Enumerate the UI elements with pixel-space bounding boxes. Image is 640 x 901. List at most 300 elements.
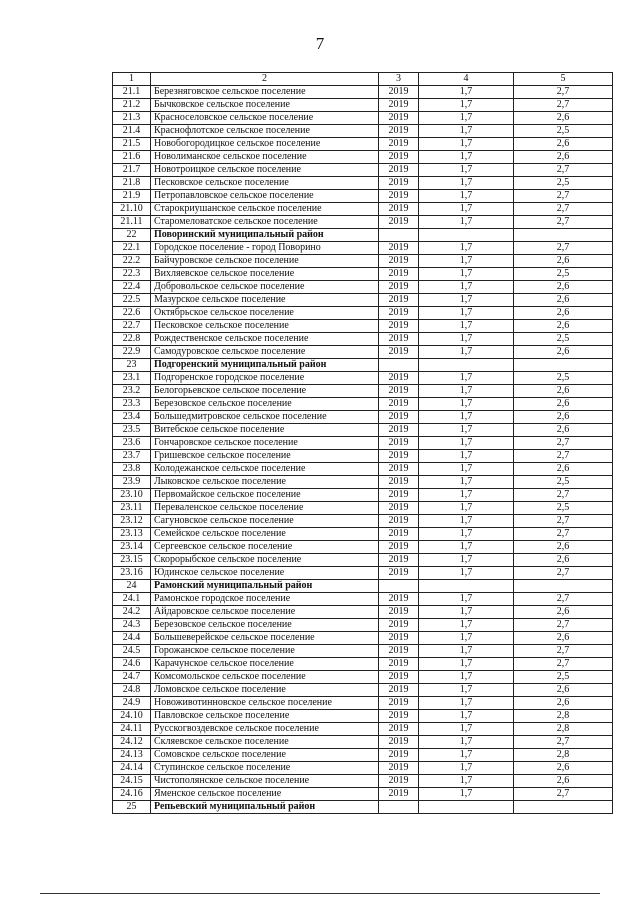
table-row xyxy=(113,385,613,398)
row-number-cell: 23.12 xyxy=(113,515,151,528)
table-row xyxy=(113,671,613,684)
value-a-cell: 1,7 xyxy=(419,138,514,151)
table-row xyxy=(113,216,613,229)
year-cell: 2019 xyxy=(379,788,419,801)
row-number-cell: 21.5 xyxy=(113,138,151,151)
row-number-cell: 24.12 xyxy=(113,736,151,749)
value-b-cell: 2,6 xyxy=(514,151,613,164)
settlement-name-cell: Песковское сельское поселение xyxy=(151,320,379,333)
row-number-cell: 23.11 xyxy=(113,502,151,515)
value-a-cell: 1,7 xyxy=(419,216,514,229)
table-row xyxy=(113,788,613,801)
year-cell: 2019 xyxy=(379,86,419,99)
table-row xyxy=(113,255,613,268)
settlement-name-cell: Новотроицкое сельское поселение xyxy=(151,164,379,177)
value-a-cell: 1,7 xyxy=(419,281,514,294)
value-a-cell: 1,7 xyxy=(419,320,514,333)
year-cell: 2019 xyxy=(379,515,419,528)
table-row xyxy=(113,307,613,320)
row-number-cell: 23.8 xyxy=(113,463,151,476)
settlement-name-cell: Рамонское городское поселение xyxy=(151,593,379,606)
value-b-cell: 2,6 xyxy=(514,320,613,333)
value-b-cell: 2,7 xyxy=(514,242,613,255)
table-row xyxy=(113,463,613,476)
settlement-name-cell: Городское поселение - город Поворино xyxy=(151,242,379,255)
settlement-name-cell: Колодежанское сельское поселение xyxy=(151,463,379,476)
value-a-cell: 1,7 xyxy=(419,86,514,99)
settlement-name-cell: Переваленское сельское поселение xyxy=(151,502,379,515)
value-b-cell: 2,5 xyxy=(514,502,613,515)
year-cell: 2019 xyxy=(379,177,419,190)
value-b-cell: 2,7 xyxy=(514,86,613,99)
settlement-name-cell: Старокриушанское сельское поселение xyxy=(151,203,379,216)
value-a-cell: 1,7 xyxy=(419,255,514,268)
row-number-cell: 24.1 xyxy=(113,593,151,606)
year-cell: 2019 xyxy=(379,307,419,320)
settlement-name-cell: Русскогвоздевское сельское поселение xyxy=(151,723,379,736)
year-cell: 2019 xyxy=(379,385,419,398)
value-a-cell: 1,7 xyxy=(419,684,514,697)
year-cell: 2019 xyxy=(379,658,419,671)
year-cell: 2019 xyxy=(379,242,419,255)
row-number-cell: 22.1 xyxy=(113,242,151,255)
value-b-cell: 2,7 xyxy=(514,658,613,671)
value-a-cell: 1,7 xyxy=(419,385,514,398)
value-b-cell: 2,8 xyxy=(514,710,613,723)
value-a-cell: 1,7 xyxy=(419,515,514,528)
value-b-cell: 2,7 xyxy=(514,489,613,502)
settlement-name-cell: Большеверейское сельское поселение xyxy=(151,632,379,645)
year-cell: 2019 xyxy=(379,710,419,723)
row-number-cell: 23.3 xyxy=(113,398,151,411)
settlement-name-cell: Добровольское сельское поселение xyxy=(151,281,379,294)
year-cell: 2019 xyxy=(379,255,419,268)
value-b-cell: 2,7 xyxy=(514,645,613,658)
value-b-cell: 2,7 xyxy=(514,190,613,203)
year-cell xyxy=(379,580,419,593)
table-row xyxy=(113,372,613,385)
table-row xyxy=(113,99,613,112)
value-b-cell: 2,7 xyxy=(514,450,613,463)
value-b-cell: 2,6 xyxy=(514,697,613,710)
value-b-cell: 2,5 xyxy=(514,671,613,684)
settlement-name-cell: Петропавловское сельское поселение xyxy=(151,190,379,203)
year-cell: 2019 xyxy=(379,372,419,385)
table-row xyxy=(113,190,613,203)
settlement-name-cell: Ступинское сельское поселение xyxy=(151,762,379,775)
settlement-name-cell: Сергеевское сельское поселение xyxy=(151,541,379,554)
row-number-cell: 23.4 xyxy=(113,411,151,424)
tariff-table xyxy=(112,72,613,814)
year-cell: 2019 xyxy=(379,736,419,749)
district-section-row xyxy=(113,359,613,372)
value-b-cell: 2,6 xyxy=(514,112,613,125)
year-cell: 2019 xyxy=(379,190,419,203)
year-cell xyxy=(379,801,419,814)
year-cell: 2019 xyxy=(379,749,419,762)
settlement-name-cell: Березняговское сельское поселение xyxy=(151,86,379,99)
settlement-name-cell: Витебское сельское поселение xyxy=(151,424,379,437)
year-cell: 2019 xyxy=(379,151,419,164)
row-number-cell: 22.4 xyxy=(113,281,151,294)
value-a-cell: 1,7 xyxy=(419,424,514,437)
page-bottom-rule xyxy=(40,893,600,894)
row-number-cell: 24.10 xyxy=(113,710,151,723)
value-a-cell: 1,7 xyxy=(419,606,514,619)
value-a-cell: 1,7 xyxy=(419,723,514,736)
year-cell: 2019 xyxy=(379,606,419,619)
value-a-cell: 1,7 xyxy=(419,242,514,255)
row-number-cell: 23.14 xyxy=(113,541,151,554)
value-b-cell: 2,6 xyxy=(514,411,613,424)
year-cell: 2019 xyxy=(379,697,419,710)
table-row xyxy=(113,177,613,190)
year-cell: 2019 xyxy=(379,320,419,333)
year-cell: 2019 xyxy=(379,502,419,515)
settlement-name-cell: Скляевское сельское поселение xyxy=(151,736,379,749)
table-row xyxy=(113,151,613,164)
value-a-cell: 1,7 xyxy=(419,190,514,203)
row-number-cell: 22 xyxy=(113,229,151,242)
year-cell: 2019 xyxy=(379,775,419,788)
settlement-name-cell: Подгоренский муниципальный район xyxy=(151,359,379,372)
settlement-name-cell: Гончаровское сельское поселение xyxy=(151,437,379,450)
settlement-name-cell: Павловское сельское поселение xyxy=(151,710,379,723)
value-a-cell: 1,7 xyxy=(419,437,514,450)
value-a-cell: 1,7 xyxy=(419,645,514,658)
year-cell: 2019 xyxy=(379,567,419,580)
settlement-name-cell: Подгоренское городское поселение xyxy=(151,372,379,385)
row-number-cell: 23.6 xyxy=(113,437,151,450)
settlement-name-cell: Березовское сельское поселение xyxy=(151,619,379,632)
row-number-cell: 22.9 xyxy=(113,346,151,359)
value-a-cell: 1,7 xyxy=(419,151,514,164)
row-number-cell: 21.9 xyxy=(113,190,151,203)
value-b-cell: 2,6 xyxy=(514,255,613,268)
value-a-cell: 1,7 xyxy=(419,710,514,723)
header-col-4: 4 xyxy=(419,73,514,86)
value-b-cell: 2,5 xyxy=(514,125,613,138)
value-a-cell: 1,7 xyxy=(419,788,514,801)
value-b-cell: 2,7 xyxy=(514,619,613,632)
district-section-row xyxy=(113,580,613,593)
value-a-cell: 1,7 xyxy=(419,411,514,424)
value-b-cell: 2,6 xyxy=(514,541,613,554)
value-a-cell: 1,7 xyxy=(419,502,514,515)
header-col-3: 3 xyxy=(379,73,419,86)
value-b-cell xyxy=(514,229,613,242)
value-a-cell: 1,7 xyxy=(419,476,514,489)
table-body xyxy=(113,73,613,814)
value-a-cell: 1,7 xyxy=(419,528,514,541)
value-a-cell: 1,7 xyxy=(419,268,514,281)
row-number-cell: 24.4 xyxy=(113,632,151,645)
year-cell: 2019 xyxy=(379,463,419,476)
value-b-cell: 2,6 xyxy=(514,554,613,567)
row-number-cell: 23.16 xyxy=(113,567,151,580)
settlement-name-cell: Первомайское сельское поселение xyxy=(151,489,379,502)
value-b-cell: 2,6 xyxy=(514,307,613,320)
row-number-cell: 23.13 xyxy=(113,528,151,541)
value-a-cell: 1,7 xyxy=(419,112,514,125)
value-b-cell: 2,5 xyxy=(514,476,613,489)
settlement-name-cell: Рамонский муниципальный район xyxy=(151,580,379,593)
row-number-cell: 24.13 xyxy=(113,749,151,762)
table-row xyxy=(113,775,613,788)
year-cell: 2019 xyxy=(379,632,419,645)
settlement-name-cell: Айдаровское сельское поселение xyxy=(151,606,379,619)
settlement-name-cell: Карачунское сельское поселение xyxy=(151,658,379,671)
settlement-name-cell: Репьевский муниципальный район xyxy=(151,801,379,814)
row-number-cell: 22.5 xyxy=(113,294,151,307)
settlement-name-cell: Семейское сельское поселение xyxy=(151,528,379,541)
header-row xyxy=(113,73,613,86)
value-a-cell: 1,7 xyxy=(419,307,514,320)
value-b-cell: 2,5 xyxy=(514,177,613,190)
table-row xyxy=(113,320,613,333)
table-row xyxy=(113,424,613,437)
year-cell: 2019 xyxy=(379,541,419,554)
value-b-cell: 2,7 xyxy=(514,203,613,216)
value-b-cell: 2,7 xyxy=(514,99,613,112)
settlement-name-cell: Новоживотинновское сельское поселение xyxy=(151,697,379,710)
year-cell: 2019 xyxy=(379,164,419,177)
row-number-cell: 23.5 xyxy=(113,424,151,437)
row-number-cell: 21.3 xyxy=(113,112,151,125)
settlement-name-cell: Мазурское сельское поселение xyxy=(151,294,379,307)
settlement-name-cell: Октябрьское сельское поселение xyxy=(151,307,379,320)
value-a-cell: 1,7 xyxy=(419,593,514,606)
year-cell: 2019 xyxy=(379,476,419,489)
year-cell: 2019 xyxy=(379,203,419,216)
table-row xyxy=(113,736,613,749)
year-cell: 2019 xyxy=(379,723,419,736)
value-a-cell xyxy=(419,229,514,242)
value-a-cell: 1,7 xyxy=(419,177,514,190)
value-b-cell: 2,6 xyxy=(514,281,613,294)
settlement-name-cell: Старомеловатское сельское поселение xyxy=(151,216,379,229)
value-b-cell: 2,7 xyxy=(514,216,613,229)
value-a-cell: 1,7 xyxy=(419,541,514,554)
value-b-cell: 2,8 xyxy=(514,749,613,762)
year-cell: 2019 xyxy=(379,619,419,632)
settlement-name-cell: Горожанское сельское поселение xyxy=(151,645,379,658)
settlement-name-cell: Сомовское сельское поселение xyxy=(151,749,379,762)
settlement-name-cell: Песковское сельское поселение xyxy=(151,177,379,190)
settlement-name-cell: Березовское сельское поселение xyxy=(151,398,379,411)
table-row xyxy=(113,502,613,515)
table-row xyxy=(113,658,613,671)
row-number-cell: 24.15 xyxy=(113,775,151,788)
row-number-cell: 23 xyxy=(113,359,151,372)
value-b-cell: 2,7 xyxy=(514,515,613,528)
value-b-cell: 2,8 xyxy=(514,723,613,736)
row-number-cell: 22.8 xyxy=(113,333,151,346)
row-number-cell: 23.9 xyxy=(113,476,151,489)
year-cell: 2019 xyxy=(379,112,419,125)
value-a-cell: 1,7 xyxy=(419,346,514,359)
table-row xyxy=(113,528,613,541)
table-row xyxy=(113,437,613,450)
value-b-cell: 2,7 xyxy=(514,736,613,749)
row-number-cell: 23.15 xyxy=(113,554,151,567)
settlement-name-cell: Краснофлотское сельское поселение xyxy=(151,125,379,138)
settlement-name-cell: Чистополянское сельское поселение xyxy=(151,775,379,788)
value-a-cell xyxy=(419,359,514,372)
settlement-name-cell: Комсомольское сельское поселение xyxy=(151,671,379,684)
year-cell: 2019 xyxy=(379,411,419,424)
row-number-cell: 21.7 xyxy=(113,164,151,177)
row-number-cell: 21.10 xyxy=(113,203,151,216)
table-row xyxy=(113,749,613,762)
header-col-5: 5 xyxy=(514,73,613,86)
year-cell: 2019 xyxy=(379,528,419,541)
settlement-name-cell: Поворинский муниципальный район xyxy=(151,229,379,242)
table-row xyxy=(113,346,613,359)
row-number-cell: 21.6 xyxy=(113,151,151,164)
table-row xyxy=(113,112,613,125)
settlement-name-cell: Рождественское сельское поселение xyxy=(151,333,379,346)
table-row xyxy=(113,294,613,307)
header-col-2: 2 xyxy=(151,73,379,86)
table-row xyxy=(113,203,613,216)
table-row xyxy=(113,411,613,424)
settlement-name-cell: Лыковское сельское поселение xyxy=(151,476,379,489)
value-b-cell: 2,5 xyxy=(514,268,613,281)
row-number-cell: 23.7 xyxy=(113,450,151,463)
year-cell: 2019 xyxy=(379,281,419,294)
value-b-cell: 2,5 xyxy=(514,333,613,346)
table-row xyxy=(113,762,613,775)
table-row xyxy=(113,138,613,151)
row-number-cell: 24.2 xyxy=(113,606,151,619)
settlement-name-cell: Новолиманское сельское поселение xyxy=(151,151,379,164)
settlement-name-cell: Большедмитровское сельское поселение xyxy=(151,411,379,424)
table-row xyxy=(113,554,613,567)
value-b-cell: 2,7 xyxy=(514,567,613,580)
settlement-name-cell: Красноселовское сельское поселение xyxy=(151,112,379,125)
table-row xyxy=(113,515,613,528)
table-row xyxy=(113,450,613,463)
row-number-cell: 22.6 xyxy=(113,307,151,320)
table-row xyxy=(113,164,613,177)
year-cell: 2019 xyxy=(379,333,419,346)
settlement-name-cell: Юдинское сельское поселение xyxy=(151,567,379,580)
value-a-cell: 1,7 xyxy=(419,554,514,567)
year-cell: 2019 xyxy=(379,346,419,359)
value-b-cell: 2,6 xyxy=(514,294,613,307)
settlement-name-cell: Гришевское сельское поселение xyxy=(151,450,379,463)
settlement-name-cell: Ломовское сельское поселение xyxy=(151,684,379,697)
value-a-cell: 1,7 xyxy=(419,671,514,684)
value-b-cell: 2,6 xyxy=(514,385,613,398)
year-cell: 2019 xyxy=(379,684,419,697)
district-section-row xyxy=(113,229,613,242)
table-row xyxy=(113,645,613,658)
row-number-cell: 24.6 xyxy=(113,658,151,671)
value-a-cell: 1,7 xyxy=(419,762,514,775)
settlement-name-cell: Байчуровское сельское поселение xyxy=(151,255,379,268)
value-b-cell xyxy=(514,359,613,372)
row-number-cell: 21.11 xyxy=(113,216,151,229)
settlement-name-cell: Вихляевское сельское поселение xyxy=(151,268,379,281)
value-a-cell: 1,7 xyxy=(419,658,514,671)
value-a-cell: 1,7 xyxy=(419,99,514,112)
value-b-cell: 2,6 xyxy=(514,424,613,437)
row-number-cell: 21.8 xyxy=(113,177,151,190)
value-b-cell xyxy=(514,580,613,593)
value-b-cell: 2,7 xyxy=(514,164,613,177)
year-cell: 2019 xyxy=(379,489,419,502)
row-number-cell: 24.5 xyxy=(113,645,151,658)
row-number-cell: 23.2 xyxy=(113,385,151,398)
year-cell: 2019 xyxy=(379,398,419,411)
table-row xyxy=(113,281,613,294)
value-a-cell: 1,7 xyxy=(419,333,514,346)
table-row xyxy=(113,619,613,632)
year-cell: 2019 xyxy=(379,671,419,684)
value-b-cell: 2,5 xyxy=(514,372,613,385)
value-a-cell: 1,7 xyxy=(419,697,514,710)
settlement-name-cell: Белогорьевское сельское поселение xyxy=(151,385,379,398)
table-row xyxy=(113,710,613,723)
value-b-cell: 2,6 xyxy=(514,775,613,788)
value-a-cell: 1,7 xyxy=(419,775,514,788)
value-a-cell: 1,7 xyxy=(419,463,514,476)
year-cell: 2019 xyxy=(379,593,419,606)
year-cell: 2019 xyxy=(379,138,419,151)
row-number-cell: 22.2 xyxy=(113,255,151,268)
table-row xyxy=(113,541,613,554)
year-cell: 2019 xyxy=(379,762,419,775)
value-b-cell: 2,6 xyxy=(514,346,613,359)
table-row xyxy=(113,723,613,736)
year-cell: 2019 xyxy=(379,645,419,658)
table-row xyxy=(113,268,613,281)
row-number-cell: 24.14 xyxy=(113,762,151,775)
value-a-cell: 1,7 xyxy=(419,372,514,385)
table-row xyxy=(113,593,613,606)
table-row xyxy=(113,333,613,346)
value-a-cell: 1,7 xyxy=(419,164,514,177)
value-b-cell: 2,6 xyxy=(514,138,613,151)
year-cell: 2019 xyxy=(379,125,419,138)
row-number-cell: 22.3 xyxy=(113,268,151,281)
settlement-name-cell: Самодуровское сельское поселение xyxy=(151,346,379,359)
row-number-cell: 24.8 xyxy=(113,684,151,697)
year-cell: 2019 xyxy=(379,554,419,567)
value-a-cell: 1,7 xyxy=(419,450,514,463)
table-row xyxy=(113,242,613,255)
year-cell xyxy=(379,229,419,242)
row-number-cell: 24 xyxy=(113,580,151,593)
district-section-row xyxy=(113,801,613,814)
value-b-cell: 2,6 xyxy=(514,632,613,645)
row-number-cell: 23.1 xyxy=(113,372,151,385)
value-a-cell xyxy=(419,801,514,814)
value-b-cell: 2,6 xyxy=(514,398,613,411)
row-number-cell: 24.16 xyxy=(113,788,151,801)
table-row xyxy=(113,632,613,645)
value-b-cell: 2,6 xyxy=(514,606,613,619)
row-number-cell: 24.11 xyxy=(113,723,151,736)
row-number-cell: 24.7 xyxy=(113,671,151,684)
row-number-cell: 24.3 xyxy=(113,619,151,632)
page-number: 7 xyxy=(315,34,325,53)
value-b-cell: 2,6 xyxy=(514,762,613,775)
value-b-cell: 2,7 xyxy=(514,528,613,541)
year-cell: 2019 xyxy=(379,294,419,307)
